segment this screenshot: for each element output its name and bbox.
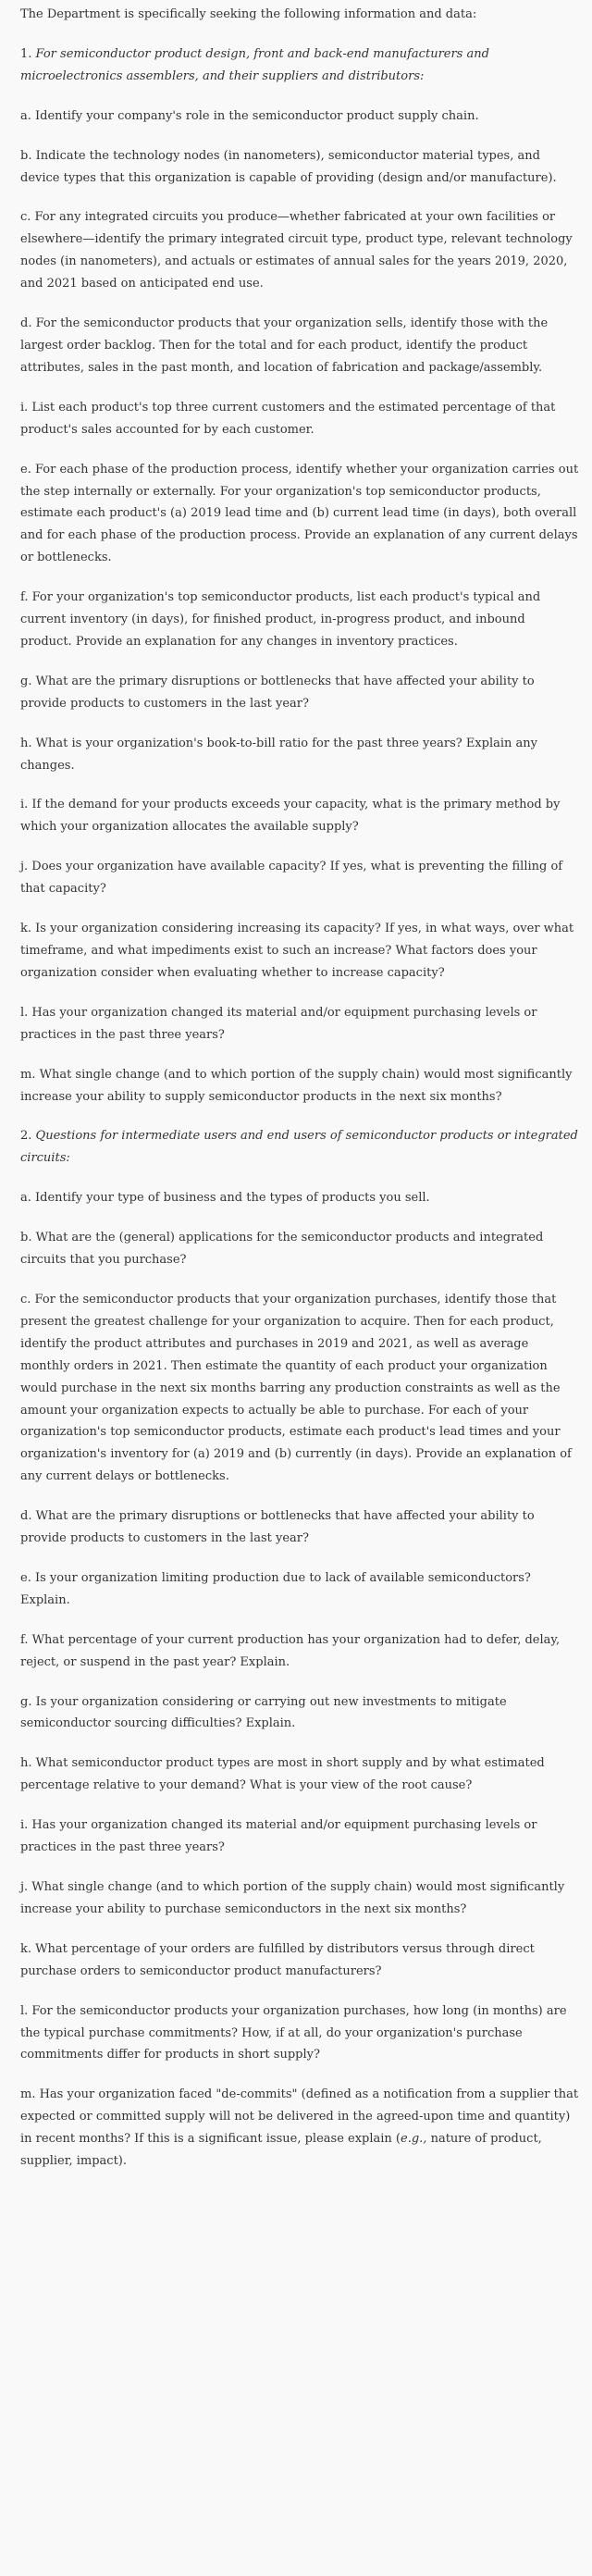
question-2m-text: m. Has your organization faced "de-commits" (defined as a notification from a supplier that expected or committed supply will not be delivered in the agreed-upon time and quantity) in recent months? If this is a significant issue, please explain ( (20, 2087, 579, 2147)
question-2m-emphasis: e.g., (401, 2132, 427, 2147)
question-2h: h. What semiconductor product types are most in short supply and by what estimated percentage relative to your demand? What is your view of the root cause? (20, 1756, 545, 1793)
question-2i: i. Has your organization changed its material and/or equipment purchasing levels or practices in the past three years? (20, 1818, 537, 1855)
question-1d: d. For the semiconductor products that your organization sells, identify those with the largest order backlog. Then for the total and for each product, identify the product attributes, sales in the past month, and location of fabrication and package/assembly. (20, 316, 549, 375)
question-1h: h. What is your organization's book-to-bill ratio for the past three years? Explain any changes. (20, 736, 538, 773)
question-2m-tail: nature of product, supplier, impact). (20, 2132, 542, 2169)
question-2a: a. Identify your type of business and the types of products you sell. (20, 1191, 430, 1206)
question-1g: g. What are the primary disruptions or bottlenecks that have affected your ability to provide products to customers in the last year? (20, 674, 535, 711)
section-heading: For semiconductor product design, front and back-end manufacturers and microelectronics assemblers, and their suppliers and distributors: (20, 46, 489, 83)
question-1m: m. What single change (and to which portion of the supply chain) would most significantly increase your ability to supply semiconductor products in the next six months? (20, 1067, 573, 1104)
question-2j: j. What single change (and to which portion of the supply chain) would most significantly increase your ability to purchase semiconductors in the next six months? (20, 1880, 565, 1916)
question-2m (20, 2084, 580, 2173)
question-1k: k. Is your organization considering increasing its capacity? If yes, in what ways, over what timeframe, and what impediments exist to such an increase? What factors does your organization consider when evaluating whether to increase capacity? (20, 922, 574, 980)
question-1a: a. Identify your company's role in the semiconductor product supply chain. (20, 108, 479, 123)
question-2c: c. For the semiconductor products that your organization purchases, identify those that present the greatest challenge for your organization to acquire. Then for each product, identify the product attributes and purchases in 2019 and 2021, as well as average monthly orders in 2021. Then estimate the quantity of each product your organization would purchase in the next six months barring any production constraints as well as the amount your organization expects to actually be able to purchase. For each of your organization's top semiconductor products, estimate each product's lead times and your organization's inventory for (a) 2019 and (b) currently (in days). Provide an explanation of any current delays or bottlenecks. (20, 1292, 572, 1484)
intro-text: The Department is specifically seeking the following information and data: (20, 7, 477, 21)
question-2b: b. What are the (general) applications for the semiconductor products and integrated circuits that you purchase? (20, 1231, 544, 1268)
question-2e: e. Is your organization limiting production due to lack of available semiconductors? Explain. (20, 1570, 531, 1607)
section-number: 1. (20, 46, 32, 61)
question-2d: d. What are the primary disruptions or bottlenecks that have affected your ability to provide products to customers in the last year? (20, 1509, 535, 1546)
section-number: 2. (20, 1129, 32, 1144)
question-2g: g. Is your organization considering or carrying out new investments to mitigate semiconductor sourcing difficulties? Explain. (20, 1694, 507, 1731)
section-2-heading (20, 1125, 580, 1170)
question-1d-i: i. List each product's top three current customers and the estimated percentage of that product's sales accounted for by each customer. (20, 400, 556, 437)
question-1j: j. Does your organization have available capacity? If yes, what is preventing the filling of that capacity? (20, 860, 563, 897)
question-2k: k. What percentage of your orders are fulfilled by distributors versus through direct purchase orders to semiconductor product manufacturers? (20, 1941, 535, 1978)
question-1f: f. For your organization's top semiconductor products, list each product's typical and current inventory (in days), for finished product, in-progress product, and inbound product. Provide an explanation for any changes in inventory practices. (20, 590, 541, 649)
question-1e: e. For each phase of the production process, identify whether your organization carries out the step internally or externally. For your organization's top semiconductor products, estimate each product's (a) 2019 lead time and (b) current lead time (in days), both overall and for each phase of the production process. Provide an explanation of any current delays or bottlenecks. (20, 462, 579, 565)
question-1b: b. Indicate the technology nodes (in nanometers), semiconductor material types, and device types that this organization is capable of providing (design and/or manufacture). (20, 148, 557, 185)
section-heading: Questions for intermediate users and end users of semiconductor products or integrated circuits: (20, 1129, 578, 1166)
question-1l: l. Has your organization changed its material and/or equipment purchasing levels or practices in the past three years? (20, 1005, 537, 1042)
question-1i: i. If the demand for your products exceeds your capacity, what is the primary method by which your organization allocates the available supply? (20, 798, 561, 835)
question-2l: l. For the semiconductor products your organization purchases, how long (in months) are the typical purchase commitments? How, if at all, do your organization's purchase commitments differ for products in short supply? (20, 2003, 567, 2062)
question-1c: c. For any integrated circuits you produce—whether fabricated at your own facilities or elsewhere—identify the primary integrated circuit type, product type, relevant technology nodes (in nanometers), and actuals or estimates of annual sales for the years 2019, 2020, and 2021 based on anticipated end use. (20, 210, 573, 291)
section-1-heading (20, 43, 580, 88)
question-2f: f. What percentage of your current production has your organization had to defer, delay, reject, or suspend in the past year? Explain. (20, 1632, 561, 1669)
